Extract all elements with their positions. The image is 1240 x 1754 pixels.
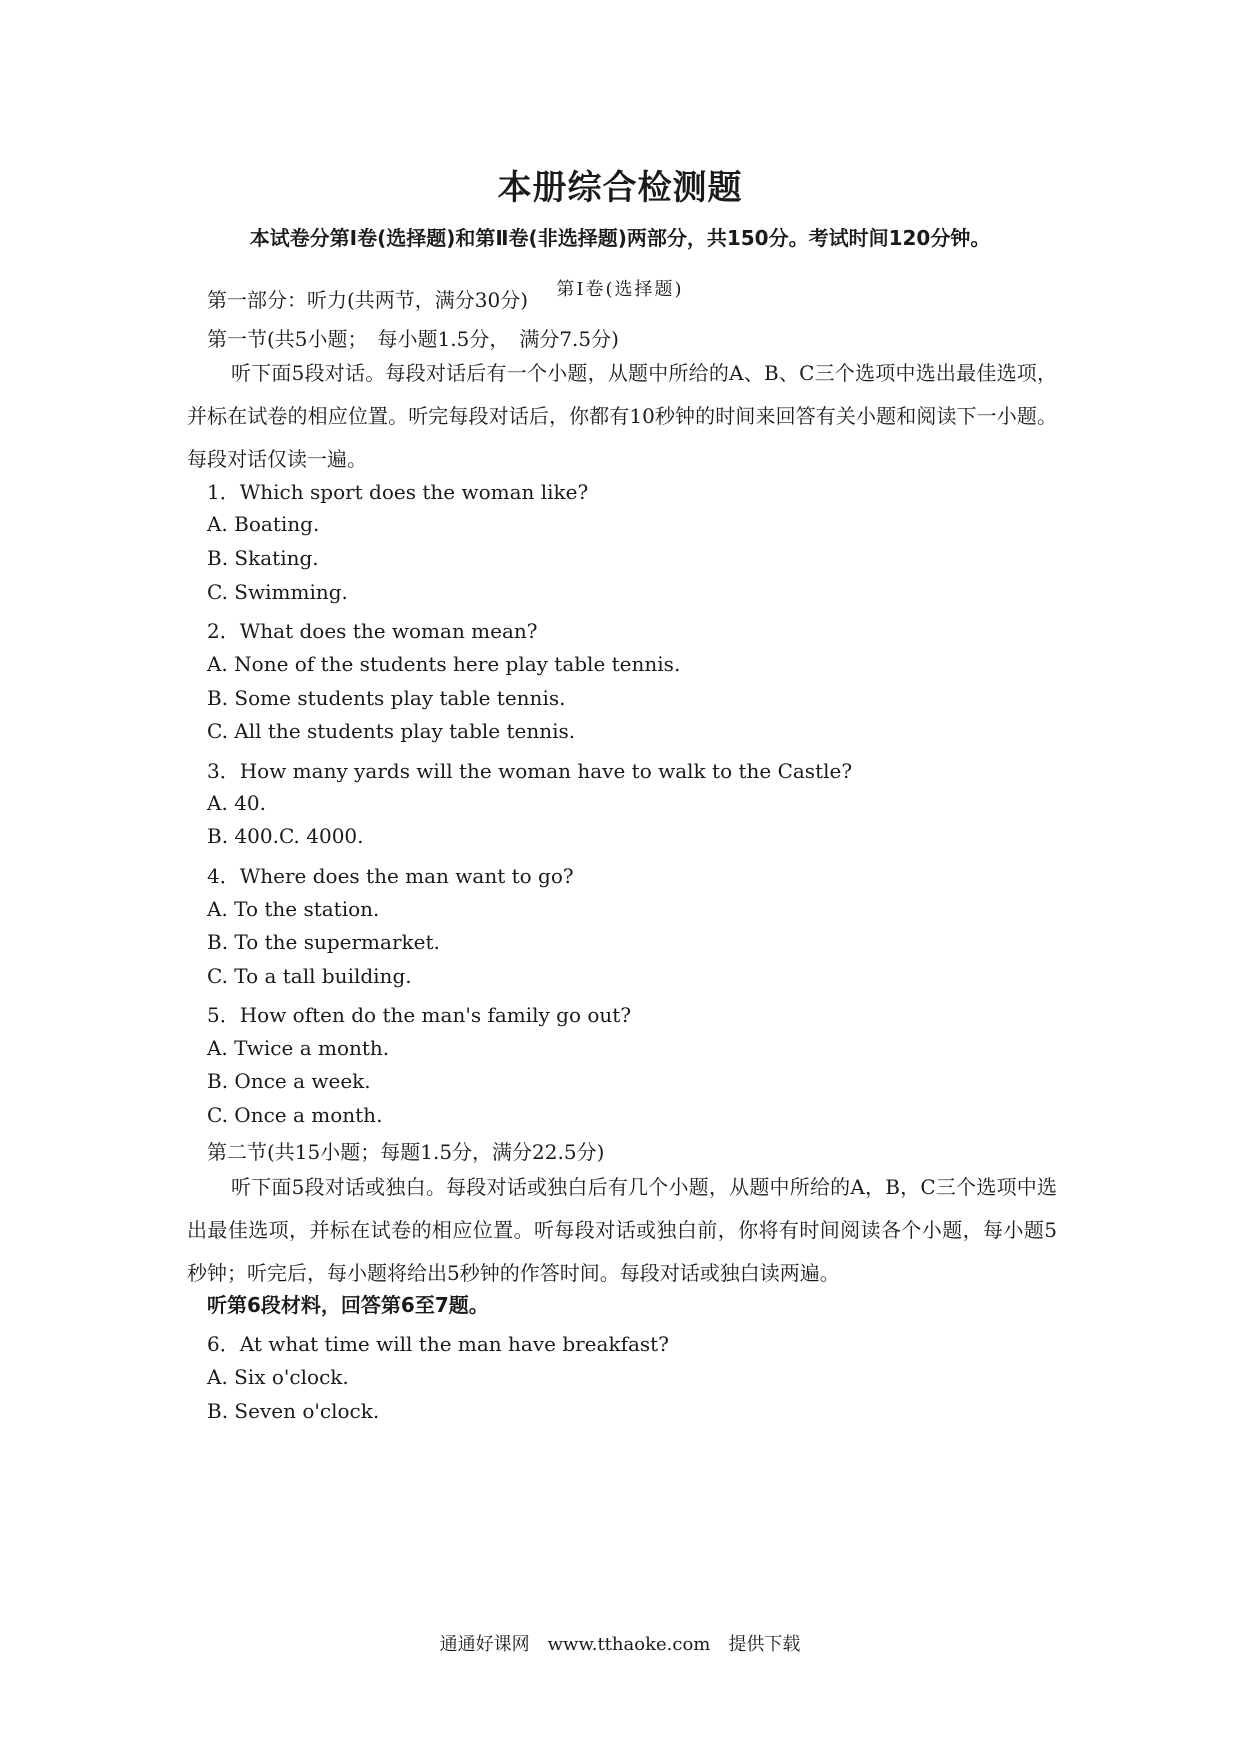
option-6b: B. Seven o'clock. xyxy=(207,1399,380,1423)
option-1a: A. Boating. xyxy=(207,512,320,536)
section1-heading: 第一节(共5小题； 每小题1.5分， 满分7.5分) xyxy=(207,327,619,351)
exam-info: 本试卷分第Ⅰ卷(选择题)和第Ⅱ卷(非选择题)两部分，共150分。考试时间120分钟。 xyxy=(249,226,991,250)
option-3bc: B. 400.C. 4000. xyxy=(207,824,364,848)
section2-instructions: 听下面5段对话或独白。每段对话或独白后有几个小题，从题中所给的A，B，C三个选项中选出最佳选项，并标在试卷的相应位置。听每段对话或独白前，你将有时间阅读各个小题，每小题5秒钟；听完后，每小题将给出5秒钟的作答时间。每段对话或独白读两遍。 xyxy=(187,1175,1057,1285)
question-3: 3．How many yards will the woman have to walk to the Castle? xyxy=(207,759,853,783)
option-2a: A. None of the students here play table tennis. xyxy=(207,652,681,676)
option-2c: C. All the students play table tennis. xyxy=(207,719,576,743)
page-title: 本册综合检测题 xyxy=(497,168,743,208)
option-6a: A. Six o'clock. xyxy=(207,1365,349,1389)
part1-heading: 第一部分：听力(共两节，满分30分) xyxy=(207,288,529,312)
question-6: 6．At what time will the man have breakfast? xyxy=(207,1332,669,1356)
option-3a: A. 40. xyxy=(207,791,266,815)
option-2b: B. Some students play table tennis. xyxy=(207,686,566,710)
section-heading: 第Ⅰ卷(选择题) xyxy=(556,279,684,300)
material-6-heading: 听第6段材料，回答第6至7题。 xyxy=(207,1293,489,1317)
question-5: 5．How often do the man's family go out? xyxy=(207,1003,632,1027)
option-5c: C. Once a month. xyxy=(207,1103,383,1127)
option-4a: A. To the station. xyxy=(207,897,380,921)
question-2: 2．What does the woman mean? xyxy=(207,619,538,643)
option-4b: B. To the supermarket. xyxy=(207,930,440,954)
option-4c: C. To a tall building. xyxy=(207,964,412,988)
option-1b: B. Skating. xyxy=(207,546,319,570)
option-5a: A. Twice a month. xyxy=(207,1036,390,1060)
question-1: 1．Which sport does the woman like? xyxy=(207,480,589,504)
option-1c: C. Swimming. xyxy=(207,580,348,604)
footer-credit: 通通好课网 www.tthaoke.com 提供下载 xyxy=(439,1634,801,1655)
question-4: 4．Where does the man want to go? xyxy=(207,864,574,888)
section1-instructions: 听下面5段对话。每段对话后有一个小题，从题中所给的A、B、C三个选项中选出最佳选项，并标在试卷的相应位置。听完每段对话后，你都有10秒钟的时间来回答有关小题和阅读下一小题。每段对话仅读一遍。 xyxy=(187,361,1057,471)
option-5b: B. Once a week. xyxy=(207,1069,371,1093)
section2-heading: 第二节(共15小题；每题1.5分，满分22.5分) xyxy=(207,1140,605,1164)
